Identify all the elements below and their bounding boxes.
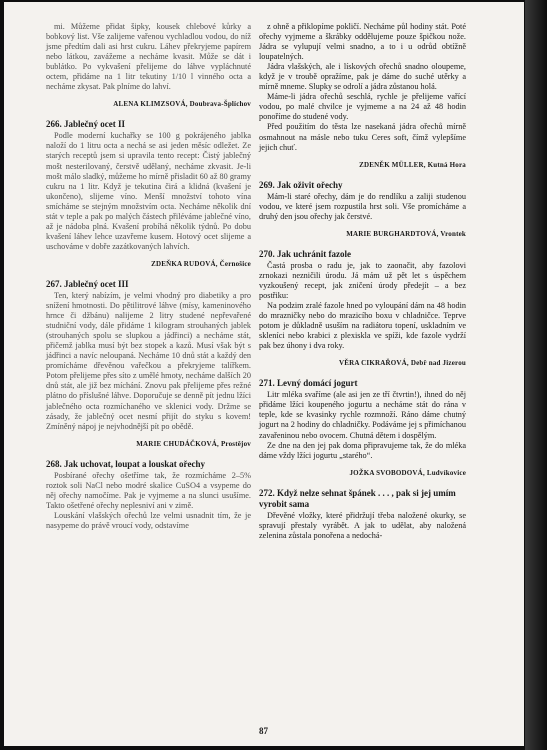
author-signature (46, 439, 251, 449)
author-name: VĚRA CIKRAŘOVÁ, (338, 359, 409, 368)
page-number: 87 (259, 726, 268, 736)
recipe-heading: 271. Levný domácí jogurt (259, 378, 358, 389)
author-location: Černošice (219, 259, 251, 268)
paragraph: Máme-li jádra ořechů seschlá, rychle je přelijeme vařící vodou, po malé chvilce je vyjmeme a na 24 až 48 hodin ponoříme do studené vody. (259, 92, 466, 122)
paragraph: Mám-li staré ořechy, dám je do rendlíku a zaliji studenou vodou, ve které jsem rozpustila hrst soli. Vše promícháme a druhý den jsou ořechy jak čerstvé. (259, 191, 466, 221)
paragraph: Ten, který nabízím, je velmi vhodný pro diabetiky a pro snížení hmotnosti. Do pětilitrové láhve (mísy, kameninového hrnce či džbánu) nalijeme 2 litry studené nepřevařené studniční vody, dále přidáme 1 kilogram strouhaných jablek (strouhaných spolu se slupkou a jádřinci) a necháme stát, přičemž jablka musí být bez stopek a kazů. Musí však být s jádřinci a navíc neloupaná. Necháme 10 dnů stát a každý den promícháme dřevěnou vařečkou a překryjeme talířkem. Potom přelijeme přes síto z umělé hmoty, necháme dalších 20 dnů stát, ale již bez míchání. Znovu pak přelijeme přes režné plátno do příslušné láhve. Doporučuje se denně pít jednu lžíci jablečného octa rozmíchaného ve sklenici vody. Držme se zásady, že jablečný ocet nesmí přijít do styku s kovem! Zmíněný nápoj je nejvhodnější pít po obědě. (46, 290, 251, 431)
paragraph: Podle moderní kuchařky se 100 g pokrájeného jablka naloží do 1 litru octa a nechá se asi jeden měsíc odležet. Ze starých receptů jsem si upravila tento recept: Čistý jablečný mošt nesterilovaný, čerstvě udělaný, necháme zkvasit. Je-li mošt málo sladký, můžeme ho mírně přisladit 60 až 80 gramy cukru na 1 litr. Když je tekutina čirá a klidná (kvašení je ukončeno), slijeme víno. Menší množství tohoto vína smícháme se stejným množstvím octa. Necháme několik dní stát v teple a pak po malých částech přiléváme jablečné víno, až je nádoba plná. Kvašení probíhá několik týdnů. Po dobu kvašení láhev lehce uzavřeme kusem. Hotový ocet slijeme a uschováme v dobře zazátkovaných lahvích. (46, 131, 251, 251)
author-signature (46, 259, 251, 269)
paragraph: Jádra vlašských, ale i lískových ořechů snadno oloupeme, když je v troubě opražíme, pak je dáme do suché utěrky a mírně mneme. Slupky se odrolí a jádra zůstanou holá. (259, 62, 466, 92)
paragraph: Litr mléka svaříme (ale asi jen ze tří čtvrtin!), ihned do něj přidáme lžíci koupeného jogurtu a necháme stát do rána v teple, kde se kvasinky rychle rozmnoží. Ráno dáme chutný jogurt na 2 hodiny do chladničky. Podáváme jej s přimíchanou zavařeninou nebo ovocem. Chutná dětem i dospělým. (259, 390, 466, 440)
author-location: Vrontek (440, 229, 466, 238)
author-location: Ludvíkovice (426, 468, 466, 477)
recipe-heading: 266. Jablečný ocet II (46, 119, 125, 130)
paragraph: z ohně a přiklopíme pokličí. Necháme půl hodiny stát. Poté ořechy vyjmeme a škrábky oddělujeme pouze špičkou nože. Jádra se vylupují velmi snadno, a to i u odrůd obtížně loupatelných. (259, 22, 466, 62)
paragraph: Dřevěné vložky, které přidržují třeba naložené okurky, se spravují přestaly vyrábět. A jak to udělat, aby naložená zelenina zůstala ponořena a nedochá- (259, 510, 466, 540)
recipe-heading: 272. Když nelze sehnat špánek . . . , pak si jej umím vyrobit sama (259, 487, 456, 509)
author-name: MARIE BURGHARDTOVÁ, (346, 229, 439, 238)
right-column (259, 22, 466, 541)
paragraph: Častá prosba o radu je, jak to zaonačit, aby fazolovi zrnokazi nezničili úrodu. Já mám už pět let s úspěchem vyzkoušený recept, jak zničení úrody předejít – a bez postřiku: (259, 260, 466, 300)
author-signature (259, 229, 466, 239)
author-signature (259, 160, 466, 170)
author-signature (46, 99, 251, 109)
author-name: MARIE CHUDÁČKOVÁ, (136, 439, 219, 448)
recipe-heading: 269. Jak oživit ořechy (259, 179, 343, 190)
author-location: Doubrava-Šplíchov (189, 100, 251, 109)
author-name: ZDEŇKA RUDOVÁ, (151, 259, 218, 268)
author-location: Kutná Hora (427, 160, 466, 169)
recipe-heading: 268. Jak uchovat, loupat a louskat ořechy (46, 458, 206, 469)
author-name: ZDENĚK MÜLLER, (359, 160, 426, 169)
author-location: Debř nad Jizerou (410, 359, 466, 368)
scan-edge (525, 0, 547, 750)
book-page (4, 2, 524, 746)
recipe-heading: 270. Jak uchránit fazole (259, 248, 351, 259)
paragraph: Louskání vlašských ořechů lze velmi usnadnit tím, že je nasypeme do právě vroucí vody, odstavíme (46, 510, 251, 530)
paragraph: Ze dne na den jej pak doma připravujeme tak, že do mléka dáme vždy lžíci jogurtu „starého“. (259, 440, 466, 460)
paragraph: Posbírané ořechy ošetříme tak, že rozmícháme 2–5% roztok soli NaCl nebo modré skalice CuSO4 a vsypeme do něj ořechy namočíme. Pak je vyjmeme a na slunci usušíme. Takto ošetřené ořechy neplesniví ani v zimě. (46, 470, 251, 510)
author-location: Prostějov (220, 439, 251, 448)
paragraph: Na podzim zralé fazole hned po vyloupání dám na 48 hodin do mrazničky nebo do mrazicího boxu v chladničce. Teprve potom je důkladně usuším na radiátoru topení, uskladním ve skleníci nebo krabici z plexiskla ve spíži, kde fazole vydrží pak bez úhony i dva roky. (259, 301, 466, 351)
paragraph: mi. Můžeme přidat šipky, kousek chlebové kůrky a bobkový list. Vše zalijeme vařenou vychladlou vodou, do níž jsme předtím dali asi hrst cukru. Láhev překryjeme papírem nebo látkou, zavážeme a necháme kvasit. Může se dát i bublátko. Po vykvašení přelijeme do láhve vypláchnuté octem, přidáme na 1 litr tekutiny 1/10 l vinného octa a necháme zkysat. Pak plníme do lahví. (46, 22, 251, 92)
author-name: ALENA KLIMZSOVÁ, (113, 100, 188, 109)
author-signature (259, 358, 466, 368)
author-name: JOŽKA SVOBODOVÁ, (349, 468, 425, 477)
left-column (46, 22, 251, 531)
recipe-heading: 267. Jablečný ocet III (46, 278, 129, 289)
author-signature (259, 468, 466, 478)
paragraph: Před použitím do těsta lze nasekaná jádra ořechů mírně osmahnout na másle nebo tuku Ceres soft, čímž vylepšíme jejich chuť. (259, 122, 466, 152)
